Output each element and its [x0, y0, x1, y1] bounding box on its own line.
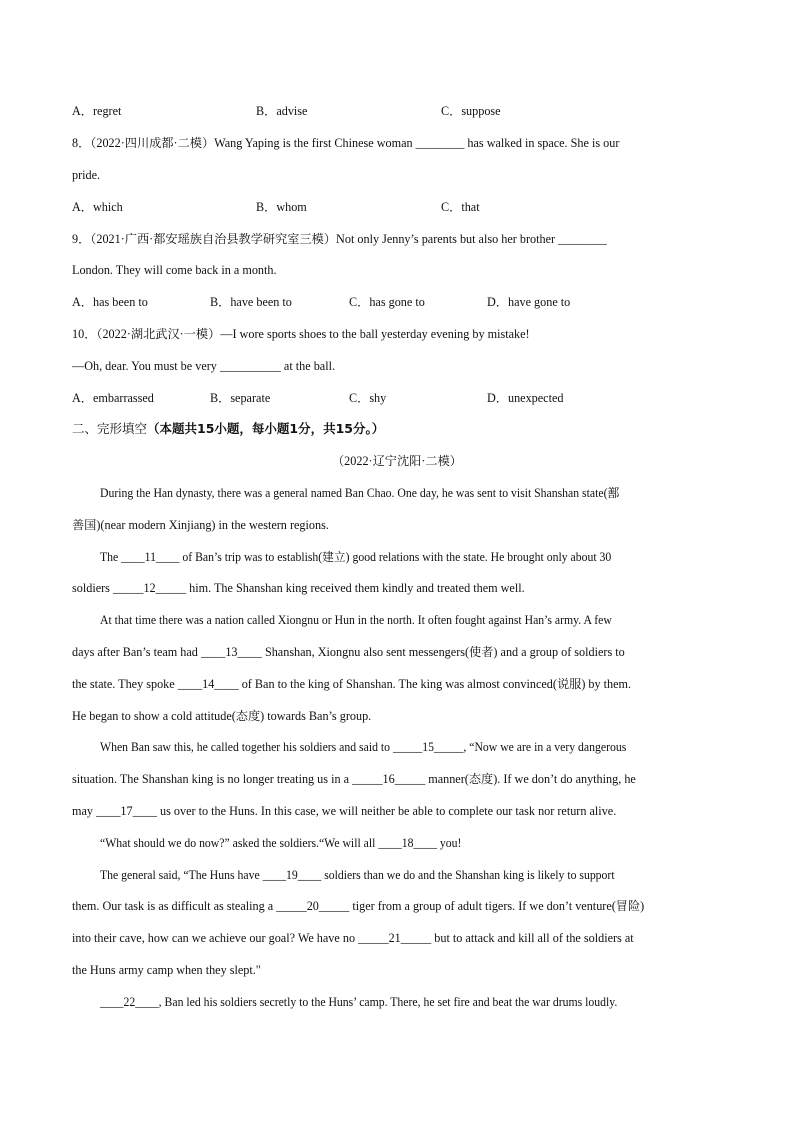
- blank-13[interactable]: ____13____: [200, 645, 262, 659]
- blank-22[interactable]: ____22____: [100, 995, 159, 1009]
- passage-line: ____22____, Ban led his soldiers secretly to the Huns’ camp. There, he set fire and beat the war drums loudly.: [100, 995, 618, 1009]
- blank-14[interactable]: ____14____: [177, 677, 239, 691]
- q9-option-a[interactable]: A．has been to: [72, 295, 148, 309]
- blank-20[interactable]: _____20_____: [276, 899, 350, 913]
- q10-option-c[interactable]: C．shy: [349, 391, 387, 405]
- q10-option-d[interactable]: D．unexpected: [487, 391, 564, 405]
- q8-option-a[interactable]: A．which: [72, 200, 123, 214]
- passage-line: them. Our task is as difficult as stealing a _____20_____ tiger from a group of adult tigers. If we don’t venture(冒险): [72, 899, 645, 913]
- passage-line: At that time there was a nation called Xiongnu or Hun in the north. It often fought against Han’s army. A few: [100, 613, 612, 627]
- passage-line: days after Ban’s team had ____13____ Shanshan, Xiongnu also sent messengers(使者) and a group of soldiers to: [72, 645, 625, 659]
- blank-12[interactable]: _____12_____: [112, 581, 187, 595]
- passage-line: may ____17____ us over to the Huns. In this case, we will neither be able to complete our task nor return alive.: [72, 804, 617, 818]
- passage-line: the state. They spoke ____14____ of Ban to the king of Shanshan. The king was almost convinced(说服) by them.: [72, 677, 632, 691]
- q8-option-b[interactable]: B．whom: [256, 200, 307, 214]
- blank-16[interactable]: _____16_____: [352, 772, 426, 786]
- passage-line: into their cave, how can we achieve our goal? We have no _____21_____ but to attack and kill all of the soldiers at: [72, 931, 634, 945]
- q9-option-c[interactable]: C．has gone to: [349, 295, 425, 309]
- blank-21[interactable]: _____21_____: [358, 931, 432, 945]
- q8-option-c[interactable]: C．that: [441, 200, 480, 214]
- passage-source: （2022·辽宁沈阳·二模）: [332, 454, 462, 468]
- blank-17[interactable]: ____17____: [96, 804, 157, 818]
- blank-11[interactable]: ____11____: [121, 550, 180, 564]
- blank-18[interactable]: ____18____: [378, 836, 437, 850]
- q10-stem-cont: —Oh, dear. You must be very __________ at the ball.: [72, 359, 336, 373]
- q7-option-b[interactable]: B．advise: [256, 104, 308, 118]
- q10-stem: 10．（2022·湖北武汉·一模）—I wore sports shoes to the ball yesterday evening by mistake!: [72, 327, 530, 341]
- passage-line: When Ban saw this, he called together his soldiers and said to _____15_____, “Now we are in a very dangerous: [100, 740, 627, 754]
- q9-stem: 9．（2021·广西·都安瑶族自治县教学研究室三模）Not only Jenny’s parents but also her brother ________: [72, 232, 607, 246]
- q7-option-c[interactable]: C．suppose: [441, 104, 501, 118]
- q9-stem-cont: London. They will come back in a month.: [72, 263, 277, 277]
- q9-blank: ________: [558, 232, 607, 246]
- passage-line: The general said, “The Huns have ____19____ soldiers than we do and the Shanshan king is likely to support: [100, 868, 615, 882]
- passage-line: the Huns army camp when they slept.": [72, 963, 261, 977]
- passage-line: situation. The Shanshan king is no longer treating us in a _____16_____ manner(态度). If we don’t do anything, he: [72, 772, 636, 786]
- q8-blank: ________: [415, 136, 465, 150]
- passage-line: 善国)(near modern Xinjiang) in the western regions.: [72, 518, 329, 532]
- passage-line: soldiers _____12_____ him. The Shanshan king received them kindly and treated them well.: [72, 581, 525, 595]
- blank-19[interactable]: ____19____: [262, 868, 322, 882]
- q10-option-a[interactable]: A．embarrassed: [72, 391, 154, 405]
- q9-option-d[interactable]: D．have gone to: [487, 295, 571, 309]
- q8-stem-cont: pride.: [72, 168, 101, 182]
- q7-option-a[interactable]: A．regret: [72, 104, 122, 118]
- blank-15[interactable]: _____15_____: [392, 740, 464, 754]
- section-heading: 二、完形填空（本题共15小题，每小题1分，共15分。）: [72, 421, 385, 436]
- passage-line: “What should we do now?” asked the soldiers.“We will all ____18____ you!: [100, 836, 462, 850]
- q8-stem: 8．（2022·四川成都·二模）Wang Yaping is the first Chinese woman ________ has walked in space. She is our: [72, 136, 620, 150]
- passage-line: The ____11____ of Ban’s trip was to establish(建立) good relations with the state. He brought only about 30: [100, 550, 612, 564]
- q10-blank: __________: [219, 359, 281, 373]
- q10-option-b[interactable]: B．separate: [210, 391, 271, 405]
- q9-option-b[interactable]: B．have been to: [210, 295, 292, 309]
- passage-line: During the Han dynasty, there was a general named Ban Chao. One day, he was sent to visit Shanshan state(鄯: [100, 486, 620, 500]
- passage-line: He began to show a cold attitude(态度) towards Ban’s group.: [72, 709, 372, 723]
